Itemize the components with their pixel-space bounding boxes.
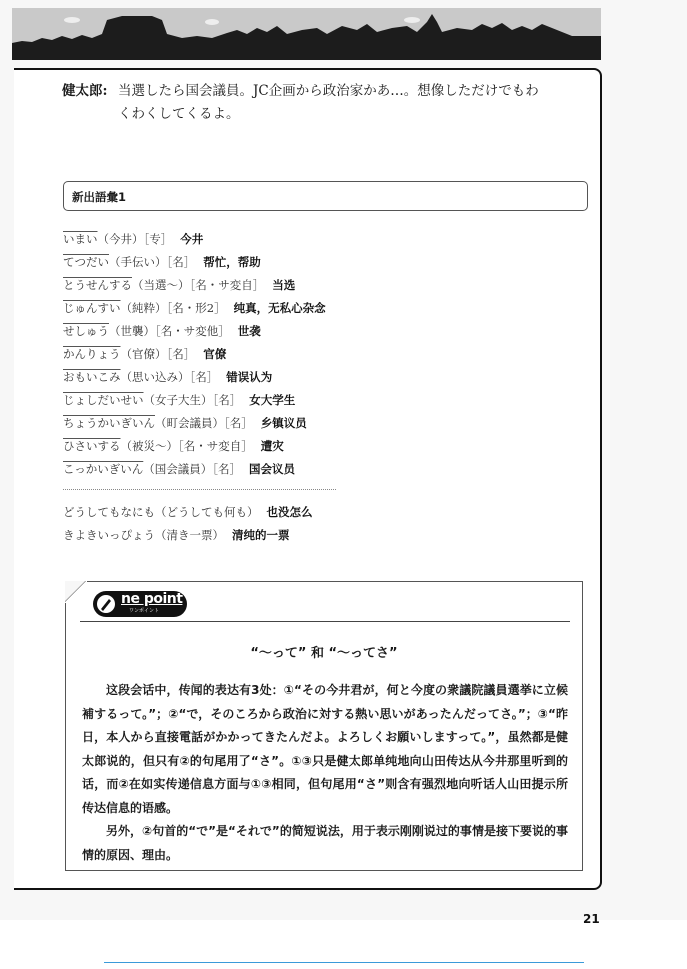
speaker-name: 健太郎: (62, 83, 108, 99)
vocab-meaning: 女大学生 (249, 393, 296, 407)
vocab-list (63, 229, 363, 482)
vocab-meaning: 乡镇议员 (260, 416, 307, 430)
phrase-text: どうしてもなにも（どうしても何も） (63, 505, 259, 519)
vocab-item (63, 321, 363, 344)
vocab-item (63, 390, 363, 413)
dialogue-line: 当選したら国会議員。JC企画から政治家かあ…。想像しただけでもわ (118, 83, 539, 99)
vocab-item (63, 413, 363, 436)
vocab-meaning: 遭灾 (260, 439, 284, 453)
one-point-title: “～って” 和 “～ってさ” (250, 646, 398, 661)
vocab-detail: （町会議員）［名］ (155, 416, 253, 430)
vocab-detail: （思い込み）［名］ (120, 370, 219, 384)
vocab-meaning: 当选 (272, 278, 296, 292)
vocab-meaning: 国会议员 (249, 462, 296, 476)
vocab-kana: じゅんすい (63, 301, 121, 315)
city-skyline-banner (12, 8, 601, 60)
vocab-detail: （手伝い）［名］ (109, 255, 196, 269)
vocab-kana: ちょうかいぎいん (63, 416, 155, 430)
dotted-divider (63, 489, 336, 490)
vocab-kana: いまい (63, 232, 98, 246)
vocab-meaning: 今井 (180, 232, 204, 246)
phrase-item (63, 502, 383, 525)
vocab-detail: （被災～）［名・サ変自］ (120, 439, 253, 453)
vocab-meaning: 官僚 (203, 347, 227, 361)
dialogue-line: くわくしてくるよ。 (118, 106, 240, 122)
vocab-item (63, 229, 363, 252)
vocab-kana: こっかいぎいん (63, 462, 144, 476)
vocab-detail: （世襲）［名・サ変他］ (109, 324, 230, 338)
vocab-section-title: 新出語彙1 (63, 181, 588, 211)
phrase-meaning: 也没怎么 (266, 505, 313, 519)
vocab-kana: せしゅう (63, 324, 109, 338)
vocab-detail: （国会議員）［名］ (143, 462, 242, 476)
pencil-icon (95, 593, 117, 615)
dialogue-block (62, 80, 582, 126)
vocab-meaning: 纯真，无私心杂念 (233, 301, 326, 315)
phrase-text: きよきいっぴょう（清き一票） (63, 528, 224, 542)
phrase-meaning: 清纯的一票 (232, 528, 290, 542)
phrase-list (63, 502, 383, 548)
vocab-item (63, 252, 363, 275)
vocab-meaning: 错误认为 (226, 370, 273, 384)
vocab-detail: （当選～）［名・サ変自］ (132, 278, 265, 292)
vocab-detail: （女子大生）［名］ (143, 393, 242, 407)
vocab-kana: かんりょう (63, 347, 121, 361)
vocab-item (63, 275, 363, 298)
vocab-detail: （官僚）［名］ (120, 347, 196, 361)
paragraph: 这段会话中，传闻的表达有3处：①“その今井君が，何と今度の衆議院議員選挙に立候補するって。”；②“で，そのころから政治に対する熱い思いがあったんだってさ。”；③“昨日，本人から直接電話がかかってきたんだよ。よろしくお願いしますって。”，虽然都是健太郎说的，但只有②的句尾用了“さ”。①③只是健太郎单纯地向山田传达从今井那里听到的话，而②在如实传递信息方面与①③相同，但句尾用“さ”则含有强烈地向听话人山田提示所传达信息的语感。 (82, 683, 568, 815)
vocab-item (63, 367, 363, 390)
header-rule (80, 621, 570, 622)
vocab-kana: じょしだいせい (63, 393, 144, 407)
vocab-kana: ひさいする (63, 439, 121, 453)
phrase-item (63, 525, 383, 548)
bottom-blue-rule (104, 962, 584, 963)
vocab-item (63, 344, 363, 367)
logo-subtext: ワンポイント (129, 608, 160, 614)
logo-text: ne point (121, 591, 183, 607)
vocab-item (63, 436, 363, 459)
vocab-kana: おもいこみ (63, 370, 121, 384)
vocab-meaning: 帮忙，帮助 (203, 255, 261, 269)
vocab-detail: （純粋）［名・形2］ (120, 301, 226, 315)
vocab-meaning: 世袭 (237, 324, 261, 338)
skyline-illustration (12, 8, 601, 60)
vocab-detail: （今井）［专］ (97, 232, 173, 246)
vocab-kana: とうせんする (63, 278, 132, 292)
vocab-item (63, 298, 363, 321)
one-point-logo (93, 591, 187, 619)
folded-corner-icon (65, 581, 87, 603)
vocab-kana: てつだい (63, 255, 109, 269)
vocab-item (63, 459, 363, 482)
paragraph: 另外，②句首的“で”是“それで”的简短说法，用于表示刚刚说过的事情是接下要说的事情的原因、理由。 (82, 824, 568, 862)
page-number: 21 (583, 912, 600, 926)
one-point-box (65, 581, 583, 871)
one-point-body (82, 679, 568, 867)
